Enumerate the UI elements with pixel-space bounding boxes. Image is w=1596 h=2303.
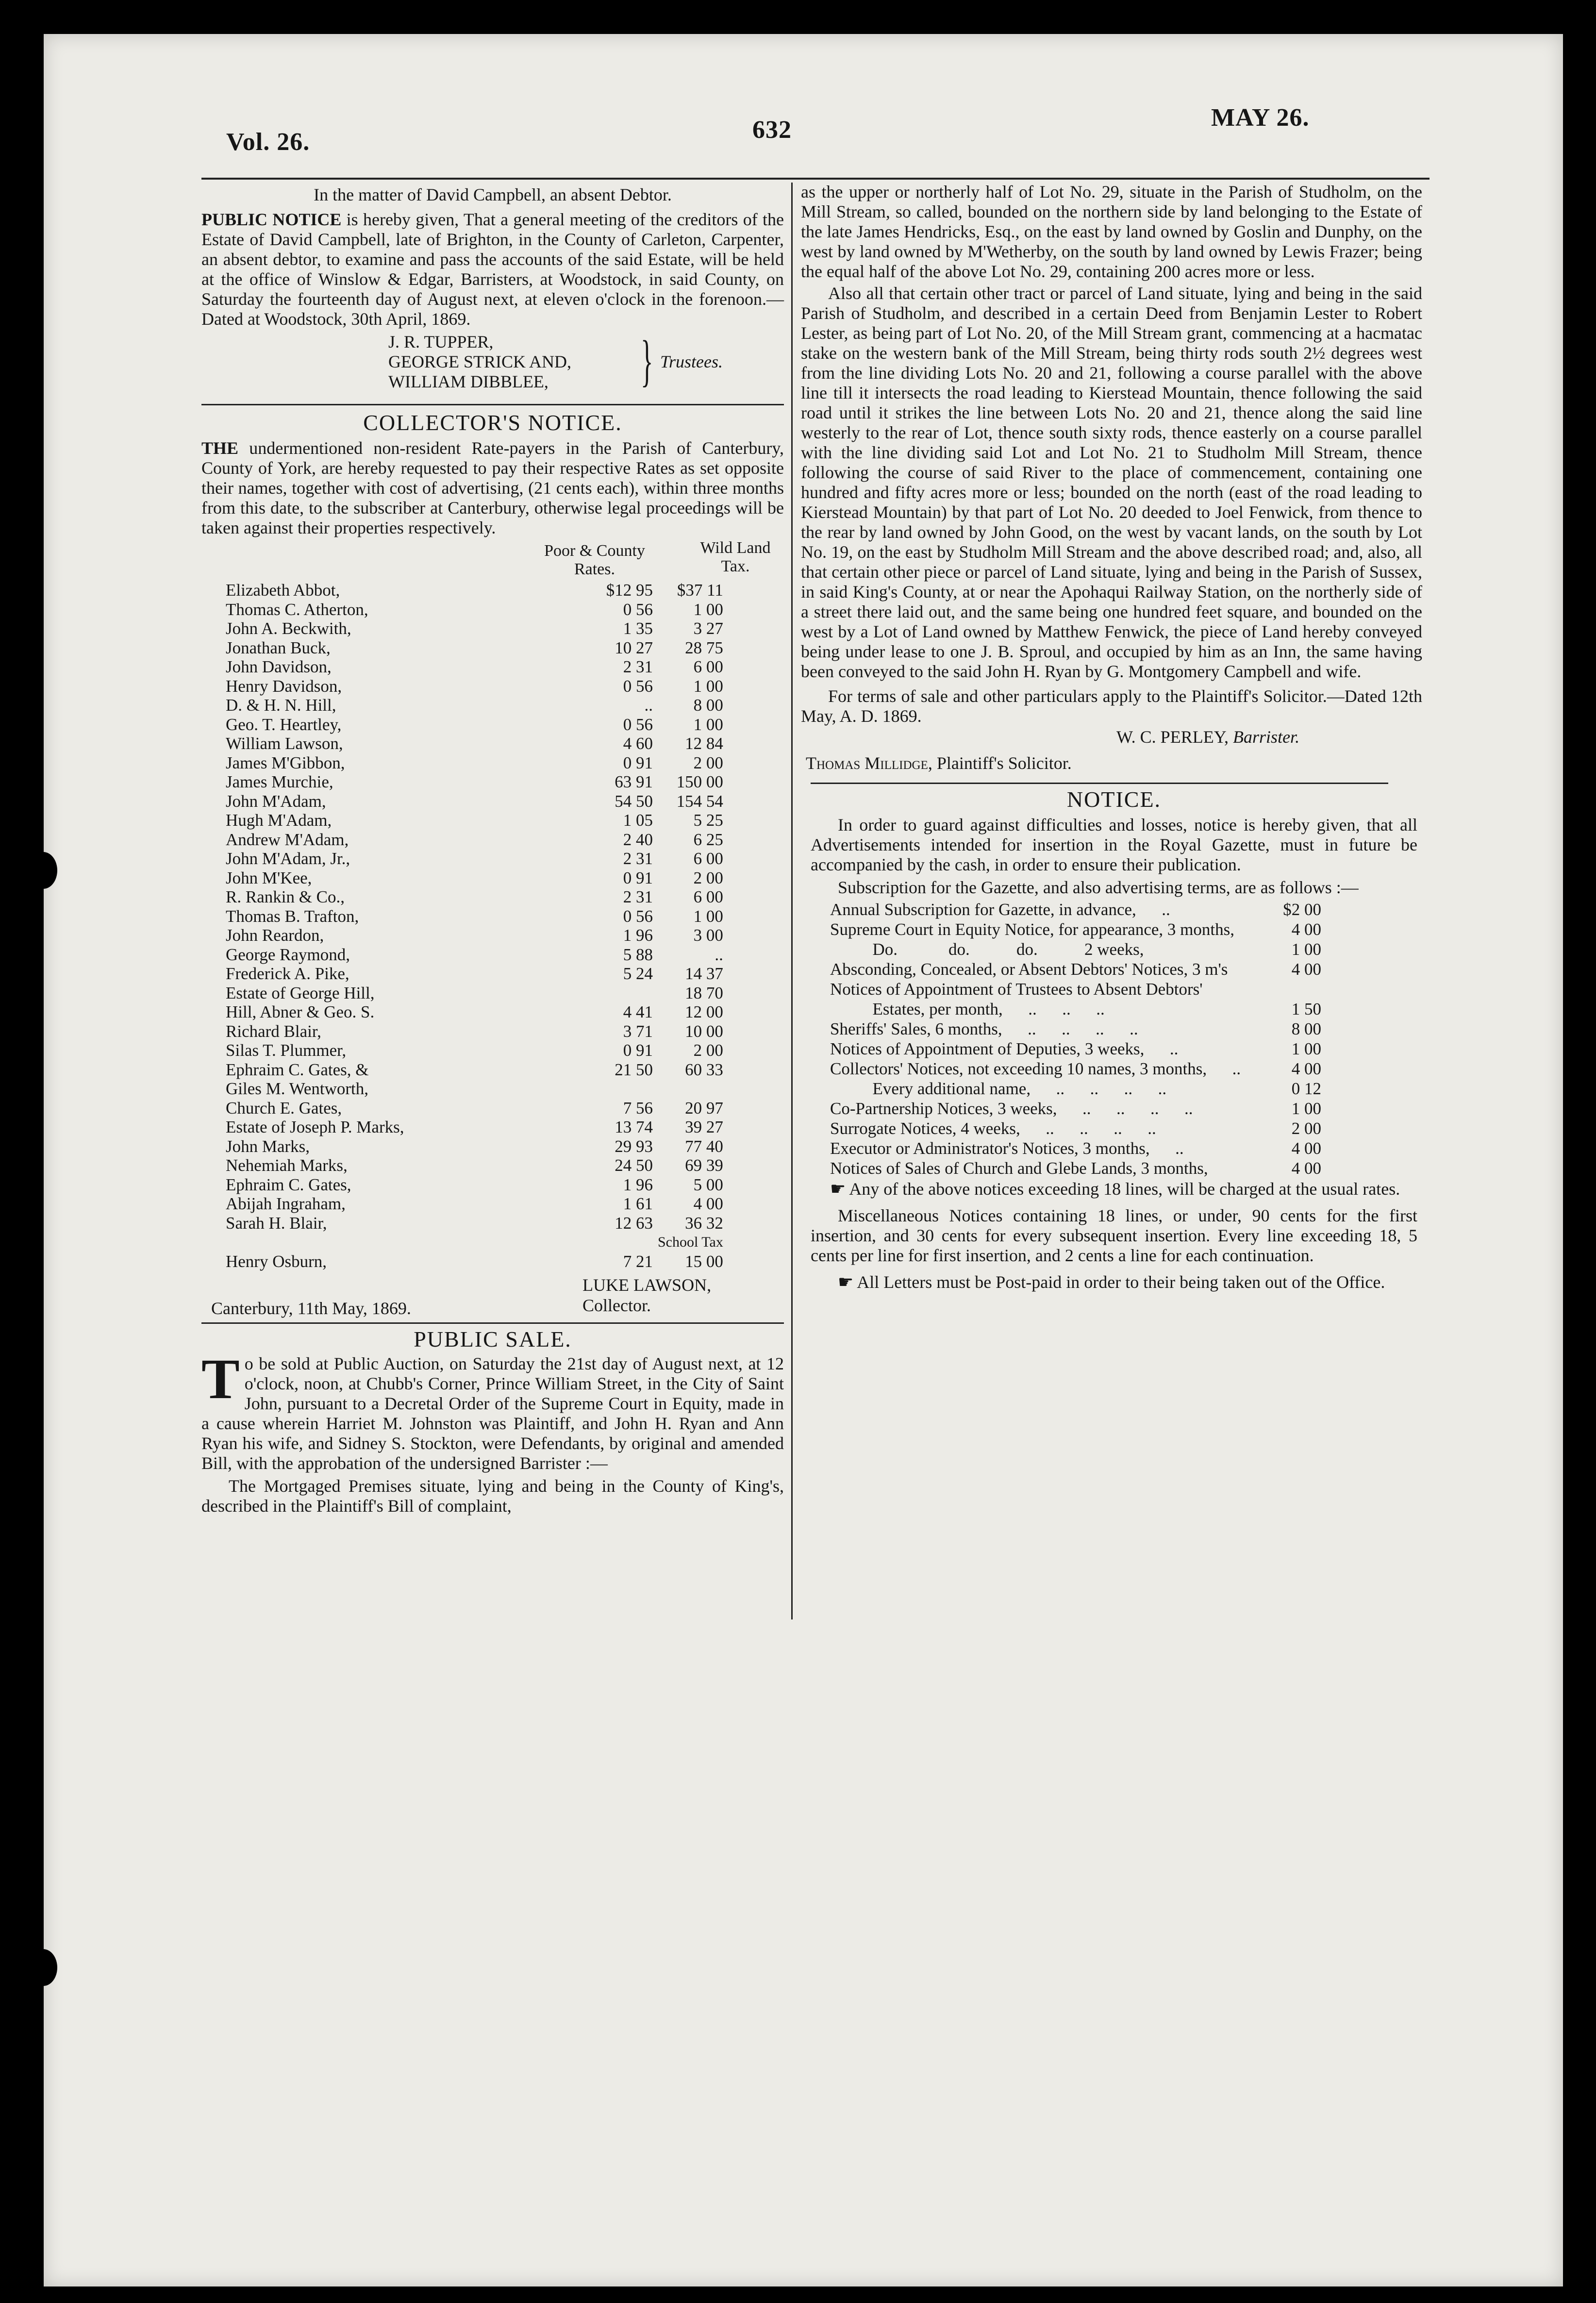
wild-land-tax: 5 25 — [693, 811, 723, 830]
advertising-rate-row — [830, 919, 1321, 939]
rate-price: 4 00 — [1291, 960, 1321, 979]
rate-label: Surrogate Notices, 4 weeks, .. .. .. .. — [830, 1119, 1156, 1138]
rate-row — [226, 1099, 723, 1118]
advertising-rate-row — [830, 1099, 1321, 1118]
ratepayer-name: Ephraim C. Gates, — [226, 1175, 351, 1194]
barrister-title: Barrister. — [1233, 727, 1300, 747]
rate-label: Sheriffs' Sales, 6 months, .. .. .. .. — [830, 1019, 1138, 1038]
wild-land-tax: 3 00 — [693, 926, 723, 945]
trustee-3: WILLIAM DIBBLEE, — [388, 372, 549, 391]
rate-price: 1 00 — [1291, 1099, 1321, 1118]
rate-price: 4 00 — [1291, 920, 1321, 939]
collector-signature: LUKE LAWSON, Collector. — [582, 1275, 712, 1315]
rate-row — [226, 1041, 723, 1060]
advertising-rate-row — [830, 1039, 1321, 1059]
ratepayer-name: Nehemiah Marks, — [226, 1156, 348, 1175]
sale-terms: For terms of sale and other particulars apply to the Plaintiff's Solicitor.—Dated 12th May, A. D. 1869. — [801, 686, 1422, 726]
advertising-rates-table — [830, 900, 1321, 1178]
trustees-block — [201, 329, 784, 395]
wild-land-tax: 39 27 — [685, 1118, 723, 1136]
rate-price — [1267, 979, 1321, 999]
rate-row — [226, 581, 723, 600]
issue-date: MAY 26. — [1211, 104, 1310, 132]
poor-county-rate: 1 96 — [623, 926, 653, 945]
poor-county-rate: 0 56 — [623, 600, 653, 619]
ratepayer-name: Church E. Gates, — [226, 1098, 342, 1118]
advertising-rate-row — [830, 1158, 1321, 1178]
advertising-rate-row — [830, 900, 1321, 919]
rate-row — [226, 945, 723, 965]
miscellaneous-notices: Miscellaneous Notices containing 18 lines, or under, 90 cents for the first insertion, and 30 cents for every subsequent insertion. Every line exceeding 18, 5 cents per line for first insertion, and 2 cents a line for each continuation. — [811, 1206, 1417, 1265]
rate-row — [226, 868, 723, 888]
poor-county-rate: 0 56 — [623, 715, 653, 734]
wild-land-tax: 28 75 — [685, 638, 723, 657]
poor-county-rate: 2 31 — [623, 849, 653, 868]
wild-land-tax: 18 70 — [685, 983, 723, 1002]
wild-land-tax: 4 00 — [693, 1194, 723, 1213]
rates-table — [226, 581, 723, 1271]
rate-row — [226, 926, 723, 945]
poor-county-rate: 4 60 — [623, 734, 653, 753]
poor-county-rate: 0 56 — [623, 676, 653, 696]
rate-row — [226, 1175, 723, 1195]
wild-land-tax: 154 54 — [676, 791, 723, 811]
poor-county-rate: 29 93 — [615, 1136, 653, 1156]
rate-price: 2 00 — [1291, 1119, 1321, 1138]
wild-land-tax — [658, 1079, 723, 1099]
volume-number: Vol. 26. — [226, 128, 310, 156]
wild-land-tax: 6 00 — [693, 657, 723, 676]
collectors-lead: THE — [201, 438, 239, 458]
rate-row — [226, 830, 723, 850]
poor-county-rate: 1 61 — [623, 1194, 653, 1213]
rate-price: $2 00 — [1283, 900, 1321, 919]
wild-land-tax: 2 00 — [693, 753, 723, 772]
rate-label: Annual Subscription for Gazette, in advance, .. — [830, 900, 1170, 919]
ratepayer-name: Silas T. Plummer, — [226, 1041, 347, 1060]
public-sale-body — [201, 1347, 784, 1473]
rate-row — [226, 638, 723, 658]
advertising-rate-row — [830, 1019, 1321, 1039]
rate-row — [226, 677, 723, 696]
right-column — [801, 182, 1422, 1292]
rate-row — [226, 792, 723, 811]
gazette-notice — [811, 787, 1417, 1292]
solicitor-name: Thomas Millidge, — [806, 753, 932, 773]
col2-header-line1: Wild Land — [700, 539, 771, 557]
rate-row — [226, 1156, 723, 1175]
wild-land-tax: 1 00 — [693, 676, 723, 696]
rate-label: Supreme Court in Equity Notice, for appearance, 3 months, — [830, 920, 1234, 939]
wild-land-tax: 15 00 — [685, 1252, 723, 1271]
rate-row — [226, 1137, 723, 1156]
poor-county-rate: 0 91 — [623, 868, 653, 887]
rate-label: Notices of Appointment of Deputies, 3 weeks, .. — [830, 1039, 1179, 1058]
ratepayer-name: Hill, Abner & Geo. S. — [226, 1002, 375, 1021]
poor-county-rate: 24 50 — [615, 1156, 653, 1175]
wild-land-tax: 5 00 — [693, 1175, 723, 1194]
rate-price: 0 12 — [1291, 1079, 1321, 1098]
rate-price: 1 50 — [1291, 1000, 1321, 1018]
ratepayer-name: Abijah Ingraham, — [226, 1194, 346, 1213]
wild-land-tax: 77 40 — [685, 1136, 723, 1156]
ratepayer-name: John A. Beckwith, — [226, 619, 351, 638]
poor-county-rate: 2 31 — [623, 657, 653, 676]
col1-header-line1: Poor & County — [544, 542, 645, 560]
ratepayer-name: Richard Blair, — [226, 1021, 321, 1041]
rates-header — [201, 539, 784, 581]
sale-continuation: as the upper or northerly half of Lot No. 29, situate in the Parish of Studholm, on the Mill Stream, so called, bounded on the northern side by land belonging to the Estate of the late James Hendricks, Esq., on the east by land owned by Goslin and Dunphy, on the west by land owned by M'Wetherby, on the south by land owned by Lewis Frazer; being the equal half of the above Lot No. 29, containing 200 acres more or less. — [801, 182, 1422, 281]
rate-row — [226, 619, 723, 638]
poor-county-rate: 10 27 — [615, 638, 653, 657]
advertising-rate-row — [830, 999, 1321, 1019]
barrister-name: W. C. PERLEY, — [1116, 727, 1229, 747]
public-sale-heading: PUBLIC SALE. — [414, 1327, 572, 1352]
poor-county-rate: 7 21 — [623, 1252, 653, 1271]
poor-county-rate — [556, 1079, 658, 1099]
solicitor-line — [806, 752, 1422, 774]
rate-row — [226, 887, 723, 907]
rate-label: Co-Partnership Notices, 3 weeks, .. .. .. .. — [830, 1099, 1193, 1118]
wild-land-tax: 69 39 — [685, 1156, 723, 1175]
ratepayer-name: William Lawson, — [226, 734, 343, 753]
rate-row — [226, 907, 723, 926]
ratepayer-name: D. & H. N. Hill, — [226, 696, 336, 715]
rate-row — [226, 734, 723, 753]
ratepayer-name: John M'Adam, Jr., — [226, 849, 350, 868]
public-sale-dropcap: T — [201, 1347, 240, 1411]
letters-note — [811, 1272, 1417, 1292]
rate-label: Notices of Appointment of Trustees to Absent Debtors' — [830, 980, 1203, 999]
over-18-text: Any of the above notices exceeding 18 lines, will be charged at the usual rates. — [849, 1179, 1400, 1199]
trustee-1: J. R. TUPPER, — [388, 332, 494, 351]
trustee-2: GEORGE STRICK AND, — [388, 352, 572, 371]
sale-second-tract: Also all that certain other tract or parcel of Land situate, lying and being in the said Parish of Studholm, and described in a certain Deed from Benjamin Lester to Robert Lester, as being part of Lot No. 20, of the Mill Stream grant, commencing at a hacmatac stake on the western bank of the Mill Stream, being thirty rods south 2½ degrees west from the line dividing Lots No. 20 and 21, following a course parallel with the above line till it intersects the road leading to Kierstead Mountain, thence following the said road until it strikes the line between Lots No. 20 and 21, thence along the said line westerly to the rear of Lot, thence south sixty rods, thence easterly on a course parallel with the line dividing said Lot and Lot No. 21 to Studholm Mill Stream, thence following the course of said River to the place of commencement, containing one hundred and fifty acres more or less; bounded on the north (east of the road leading to Kierstead Mountain) by that part of Lot No. 20 deeded to Joel Fenwick, from thence to the rear by land owned by John Good, on the west by vacant lands, on the south by Lot No. 19, on the east by Studholm Mill Stream and the above described road; and, also, all that certain other piece or parcel of Land situate, lying and being in the Parish of Sussex, in said King's County, at or near the Apohaqui Railway Station, on the northerly side of a street there laid out, and the same being one hundred feet square, and bounded on the west by a Lot of Land owned by Matthew Fenwick, the piece of Land hereby conveyed being under lease to one J. B. Sproul, and occupied by him as an Inn, the same having been conveyed to the said John H. Ryan by G. Montgomery Campbell and wife. — [801, 284, 1422, 681]
rates-col2-header — [687, 539, 784, 576]
collectors-notice-heading: COLLECTOR'S NOTICE. — [363, 410, 622, 435]
wild-land-tax: 6 00 — [693, 887, 723, 906]
wild-land-tax: $37 11 — [677, 581, 723, 600]
rate-row — [226, 1194, 723, 1214]
section-rule — [201, 1322, 784, 1324]
collectors-text: undermentioned non-resident Rate-payers in the Parish of Canterbury, County of York, are hereby requested to pay their respective Rates as set opposite their names, together with cost of advertising, (21 cents each), within three months from this date, to the subscriber at Canterbury, otherwise legal proceedings will be taken against their properties respectively. — [201, 438, 784, 537]
rate-price: 1 00 — [1291, 1039, 1321, 1058]
rate-price: 8 00 — [1291, 1019, 1321, 1038]
rate-label: Executor or Administrator's Notices, 3 months, .. — [830, 1139, 1184, 1158]
poor-county-rate: 1 05 — [623, 811, 653, 830]
ratepayer-name: R. Rankin & Co., — [226, 887, 345, 906]
rate-price: 4 00 — [1291, 1139, 1321, 1158]
ratepayer-name: Henry Osburn, — [226, 1252, 327, 1271]
rates-col1-header — [536, 542, 653, 579]
rate-row — [226, 657, 723, 677]
wild-land-tax: 1 00 — [693, 715, 723, 734]
poor-county-rate: $12 95 — [606, 581, 653, 600]
trustees-label: Trustees. — [660, 352, 723, 371]
rate-row — [226, 964, 723, 984]
public-sale — [201, 1327, 784, 1516]
advertising-rate-row — [830, 1059, 1321, 1079]
col1-header-line2: Rates. — [574, 560, 615, 578]
left-column — [201, 182, 784, 1516]
ratepayer-name: James Murchie, — [226, 772, 333, 791]
wild-land-tax: 2 00 — [693, 868, 723, 887]
wild-land-tax: .. — [715, 945, 723, 964]
barrister-signature — [1116, 726, 1422, 748]
wild-land-tax: 20 97 — [685, 1098, 723, 1118]
ratepayer-name: Thomas B. Trafton, — [226, 906, 359, 926]
poor-county-rate: 54 50 — [615, 791, 653, 811]
ratepayer-name: John Marks, — [226, 1136, 310, 1156]
poor-county-rate: 2 31 — [623, 887, 653, 906]
ratepayer-name: Thomas C. Atherton, — [226, 600, 368, 619]
wild-land-tax: 3 27 — [693, 619, 723, 638]
notice-intro: In order to guard against difficulties and losses, notice is hereby given, that all Advertisements intended for insertion in the Royal Gazette, must in future be accompanied by the cash, in order to ensure their publication. — [811, 815, 1417, 874]
poor-county-rate: 21 50 — [615, 1060, 653, 1079]
ratepayer-name: John M'Adam, — [226, 791, 326, 811]
poor-county-rate: 0 91 — [623, 1041, 653, 1060]
rate-label: Collectors' Notices, not exceeding 10 names, 3 months, .. — [830, 1059, 1241, 1078]
poor-county-rate: 1 96 — [623, 1175, 653, 1194]
rate-row — [226, 1214, 723, 1233]
ratepayer-name: John Davidson, — [226, 657, 332, 676]
advertising-rate-row — [830, 1118, 1321, 1138]
wild-land-tax: 6 25 — [693, 830, 723, 849]
collectors-notice — [201, 410, 784, 1317]
wild-land-tax: School Tax — [658, 1234, 723, 1250]
campbell-title: In the matter of David Campbell, an absent Debtor. — [314, 185, 672, 204]
wild-land-tax: 6 00 — [693, 849, 723, 868]
ratepayer-name: Jonathan Buck, — [226, 638, 331, 657]
trustees-brace: } — [641, 329, 653, 392]
over-18-lines-note — [811, 1179, 1417, 1199]
wild-land-tax: 150 00 — [676, 772, 723, 791]
solicitor-title: Plaintiff's Solicitor. — [936, 753, 1072, 773]
rate-row — [226, 696, 723, 715]
campbell-notice — [201, 185, 784, 395]
rate-row — [226, 849, 723, 868]
ratepayer-name: James M'Gibbon, — [226, 753, 345, 772]
rate-row — [226, 1060, 723, 1080]
section-rule — [811, 783, 1388, 784]
poor-county-rate: 5 24 — [623, 964, 653, 983]
rate-label: Notices of Sales of Church and Glebe Lands, 3 months, — [830, 1159, 1208, 1178]
rate-row — [226, 984, 723, 1003]
ratepayer-name: John Reardon, — [226, 926, 324, 945]
rate-price: 4 00 — [1291, 1159, 1321, 1178]
pointing-hand-icon: ☛ — [838, 1272, 854, 1292]
campbell-lead: PUBLIC NOTICE — [201, 210, 342, 229]
rate-price: 4 00 — [1291, 1059, 1321, 1078]
wild-land-tax: 12 00 — [685, 1002, 723, 1021]
advertising-rate-row — [830, 959, 1321, 979]
poor-county-rate: 4 41 — [623, 1002, 653, 1021]
rate-label: Absconding, Concealed, or Absent Debtors' Notices, 3 m's — [830, 960, 1228, 979]
section-rule — [201, 404, 784, 405]
page-number: 632 — [752, 116, 792, 144]
poor-county-rate: 3 71 — [623, 1021, 653, 1041]
rate-row — [226, 1002, 723, 1022]
advertising-rate-row — [830, 939, 1321, 959]
rate-row — [226, 753, 723, 773]
rate-label: Do. do. do. 2 weeks, — [830, 940, 1144, 959]
rate-price: 1 00 — [1291, 940, 1321, 959]
campbell-text: is hereby given, That a general meeting of the creditors of the Estate of David Campbell, late of Brighton, in the County of Carleton, Carpenter, an absent debtor, to examine and pass the accounts of the said Estate, will be held at the office of Winslow & Edgar, Barristers, at Woodstock, in said County, on Saturday the fourteenth day of August next, at eleven o'clock in the forenoon.—Dated at Woodstock, 30th April, 1869. — [201, 210, 784, 329]
poor-county-rate: 7 56 — [623, 1098, 653, 1118]
collector-date: Canterbury, 11th May, 1869. — [211, 1299, 411, 1318]
binding-hole — [29, 1949, 57, 1986]
wild-land-tax: 36 32 — [685, 1213, 723, 1233]
wild-land-tax: 12 84 — [685, 734, 723, 753]
poor-county-rate: 0 91 — [623, 753, 653, 772]
column-divider — [791, 183, 793, 1619]
subscription-intro: Subscription for the Gazette, and also advertising terms, are as follows :— — [838, 878, 1359, 897]
wild-land-tax: 14 37 — [685, 964, 723, 983]
rate-row — [226, 1079, 723, 1099]
wild-land-tax: 10 00 — [685, 1021, 723, 1041]
advertising-rate-row — [830, 1079, 1321, 1099]
gazette-page — [44, 34, 1563, 2286]
ratepayer-name: John M'Kee, — [226, 868, 312, 887]
rate-row — [226, 811, 723, 830]
ratepayer-name: Henry Davidson, — [226, 676, 342, 696]
ratepayer-name: Elizabeth Abbot, — [226, 581, 340, 600]
poor-county-rate: 13 74 — [615, 1118, 653, 1136]
wild-land-tax: 1 00 — [693, 906, 723, 926]
col2-header-line2: Tax. — [721, 557, 750, 575]
trustee-names — [388, 332, 571, 392]
ratepayer-name: Ephraim C. Gates, & — [226, 1060, 369, 1079]
ratepayer-name: Frederick A. Pike, — [226, 964, 349, 983]
poor-county-rate: 5 88 — [623, 945, 653, 964]
poor-county-rate: 63 91 — [615, 772, 653, 791]
poor-county-rate: .. — [644, 696, 653, 715]
collectors-notice-body — [201, 438, 784, 538]
ratepayer-name: Andrew M'Adam, — [226, 830, 349, 849]
poor-county-rate: 2 40 — [623, 830, 653, 849]
rate-row — [226, 772, 723, 792]
poor-county-rate: 1 35 — [623, 619, 653, 638]
wild-land-tax: 8 00 — [693, 696, 723, 715]
collector-signoff — [201, 1275, 784, 1317]
header-rule — [201, 178, 1430, 180]
wild-land-tax: 2 00 — [693, 1041, 723, 1060]
rate-label: Estates, per month, .. .. .. — [830, 1000, 1105, 1018]
rate-row — [226, 1022, 723, 1041]
letters-text: All Letters must be Post-paid in order to their being taken out of the Office. — [857, 1272, 1385, 1292]
ratepayer-name — [226, 1233, 556, 1252]
advertising-rate-row — [830, 979, 1321, 999]
ratepayer-name: George Raymond, — [226, 945, 350, 964]
wild-land-tax: 60 33 — [685, 1060, 723, 1079]
rate-row — [226, 1233, 723, 1252]
poor-county-rate — [556, 1233, 658, 1252]
mortgaged-premises: The Mortgaged Premises situate, lying and being in the County of King's, described in the Plaintiff's Bill of complaint, — [201, 1476, 784, 1516]
ratepayer-name: Estate of George Hill, — [226, 983, 375, 1002]
poor-county-rate — [556, 984, 658, 1003]
pointing-hand-icon: ☛ — [830, 1179, 846, 1199]
binding-hole — [29, 852, 57, 889]
ratepayer-name: Geo. T. Heartley, — [226, 715, 342, 734]
rate-label: Every additional name, .. .. .. .. — [830, 1079, 1167, 1098]
rate-row — [226, 600, 723, 619]
rate-row — [226, 1252, 723, 1271]
poor-county-rate: 0 56 — [623, 906, 653, 926]
ratepayer-name: Sarah H. Blair, — [226, 1213, 327, 1233]
advertising-rate-row — [830, 1138, 1321, 1158]
poor-county-rate: 12 63 — [615, 1213, 653, 1233]
public-sale-text: o be sold at Public Auction, on Saturday the 21st day of August next, at 12 o'clock, noon, at Chubb's Corner, Prince William Street, in the City of Saint John, pursuant to a Decretal Order of the Supreme Court in Equity, made in a cause wherein Harriet M. Johnston was Plaintiff, and John H. Ryan and Ann Ryan his wife, and Sidney S. Stockton, were Defendants, by original and amended Bill, with the approbation of the undersigned Barrister :— — [201, 1354, 784, 1473]
campbell-body — [201, 210, 784, 329]
ratepayer-name: Hugh M'Adam, — [226, 811, 332, 830]
wild-land-tax: 1 00 — [693, 600, 723, 619]
rate-row — [226, 1118, 723, 1137]
ratepayer-name: Giles M. Wentworth, — [226, 1079, 369, 1098]
rate-row — [226, 715, 723, 734]
ratepayer-name: Estate of Joseph P. Marks, — [226, 1118, 404, 1136]
notice-heading: NOTICE. — [1066, 787, 1162, 812]
